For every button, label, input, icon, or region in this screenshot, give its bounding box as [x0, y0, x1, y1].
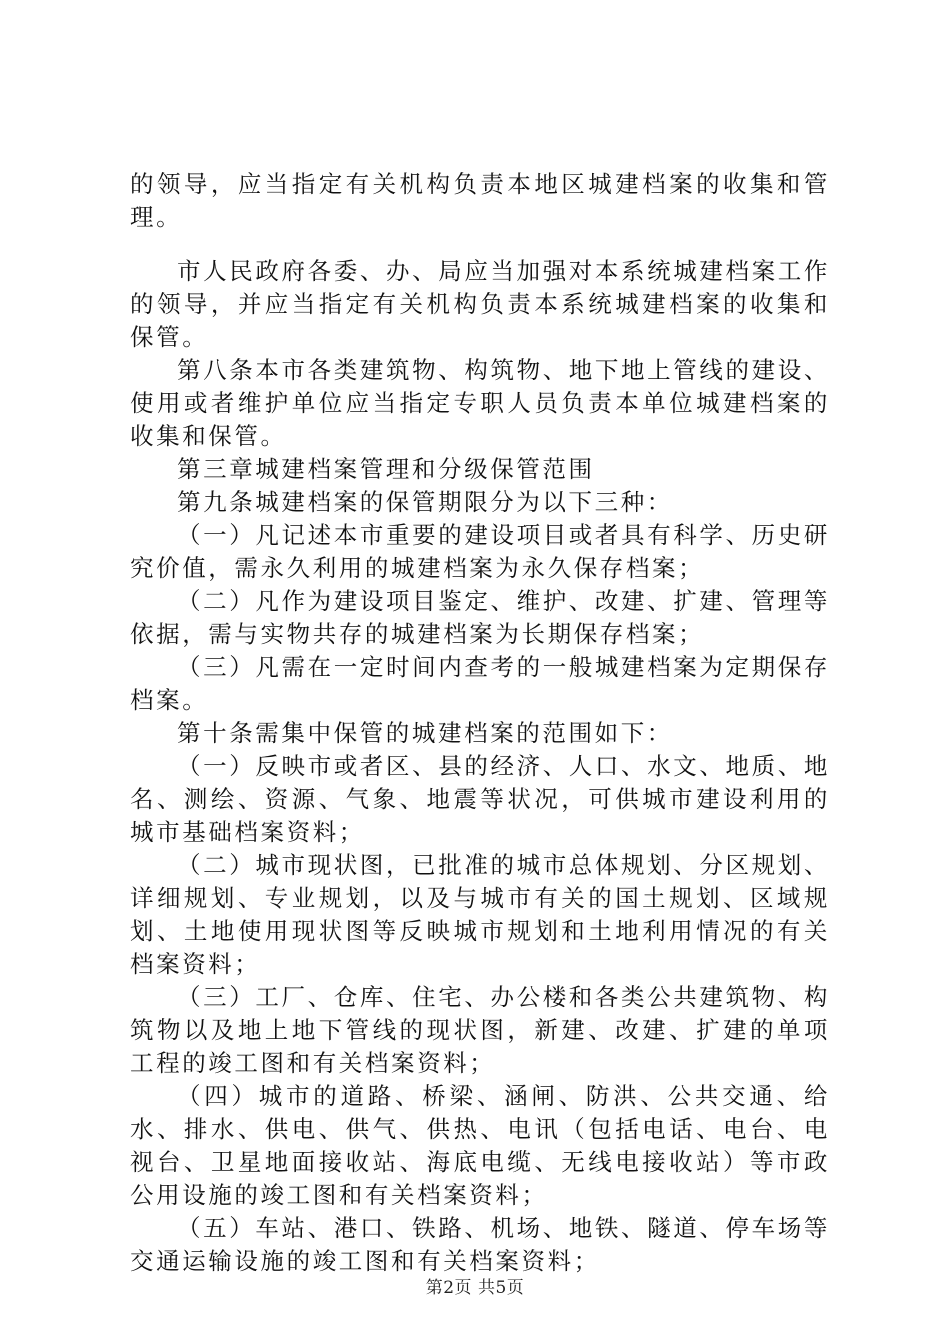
article-10: 第十条需集中保管的城建档案的范围如下：: [177, 719, 673, 747]
article-9: 第九条城建档案的保管期限分为以下三种：: [177, 488, 673, 516]
article-10-item-2: （二）城市现状图，已批准的城市总体规划、分区规划、详细规划、专业规划，以及与城市有关的国土规划、区域规划、土地使用现状图等反映城市规划和土地利用情况的有关档案资料；: [130, 851, 830, 978]
article-10-item-1: （一）反映市或者区、县的经济、人口、水文、地质、地名、测绘、资源、气象、地震等状况，可供城市建设利用的城市基础档案资料；: [130, 752, 830, 846]
document-body: [130, 168, 830, 1278]
article-10-item-4: （四）城市的道路、桥梁、涵闸、防洪、公共交通、给水、排水、供电、供气、供热、电讯（包括电话、电台、电视台、卫星地面接收站、海底电缆、无线电接收站）等市政公用设施的竣工图和有关档案资料；: [130, 1082, 830, 1209]
article-9-item-3: （三）凡需在一定时间内查考的一般城建档案为定期保存档案。: [130, 653, 830, 714]
article-9-item-2: （二）凡作为建设项目鉴定、维护、改建、扩建、管理等依据，需与实物共存的城建档案为长期保存档案；: [130, 587, 830, 648]
article-10-item-5: （五）车站、港口、铁路、机场、地铁、隧道、停车场等交通运输设施的竣工图和有关档案资料；: [130, 1214, 830, 1275]
page-number-footer: 第2页 共5页: [425, 1278, 525, 1298]
paragraph: 市人民政府各委、办、局应当加强对本系统城建档案工作的领导，并应当指定有关机构负责本系统城建档案的收集和保管。: [130, 257, 830, 351]
article-9-item-1: （一）凡记述本市重要的建设项目或者具有科学、历史研究价值，需永久利用的城建档案为永久保存档案；: [130, 521, 830, 582]
chapter-3-heading: 第三章城建档案管理和分级保管范围: [177, 455, 595, 483]
article-10-item-3: （三）工厂、仓库、住宅、办公楼和各类公共建筑物、构筑物以及地上地下管线的现状图，新建、改建、扩建的单项工程的竣工图和有关档案资料；: [130, 983, 830, 1077]
paragraph-continuation: 的领导，应当指定有关机构负责本地区城建档案的收集和管理。: [130, 170, 830, 231]
article-8: 第八条本市各类建筑物、构筑物、地下地上管线的建设、使用或者维护单位应当指定专职人员负责本单位城建档案的收集和保管。: [130, 356, 830, 450]
